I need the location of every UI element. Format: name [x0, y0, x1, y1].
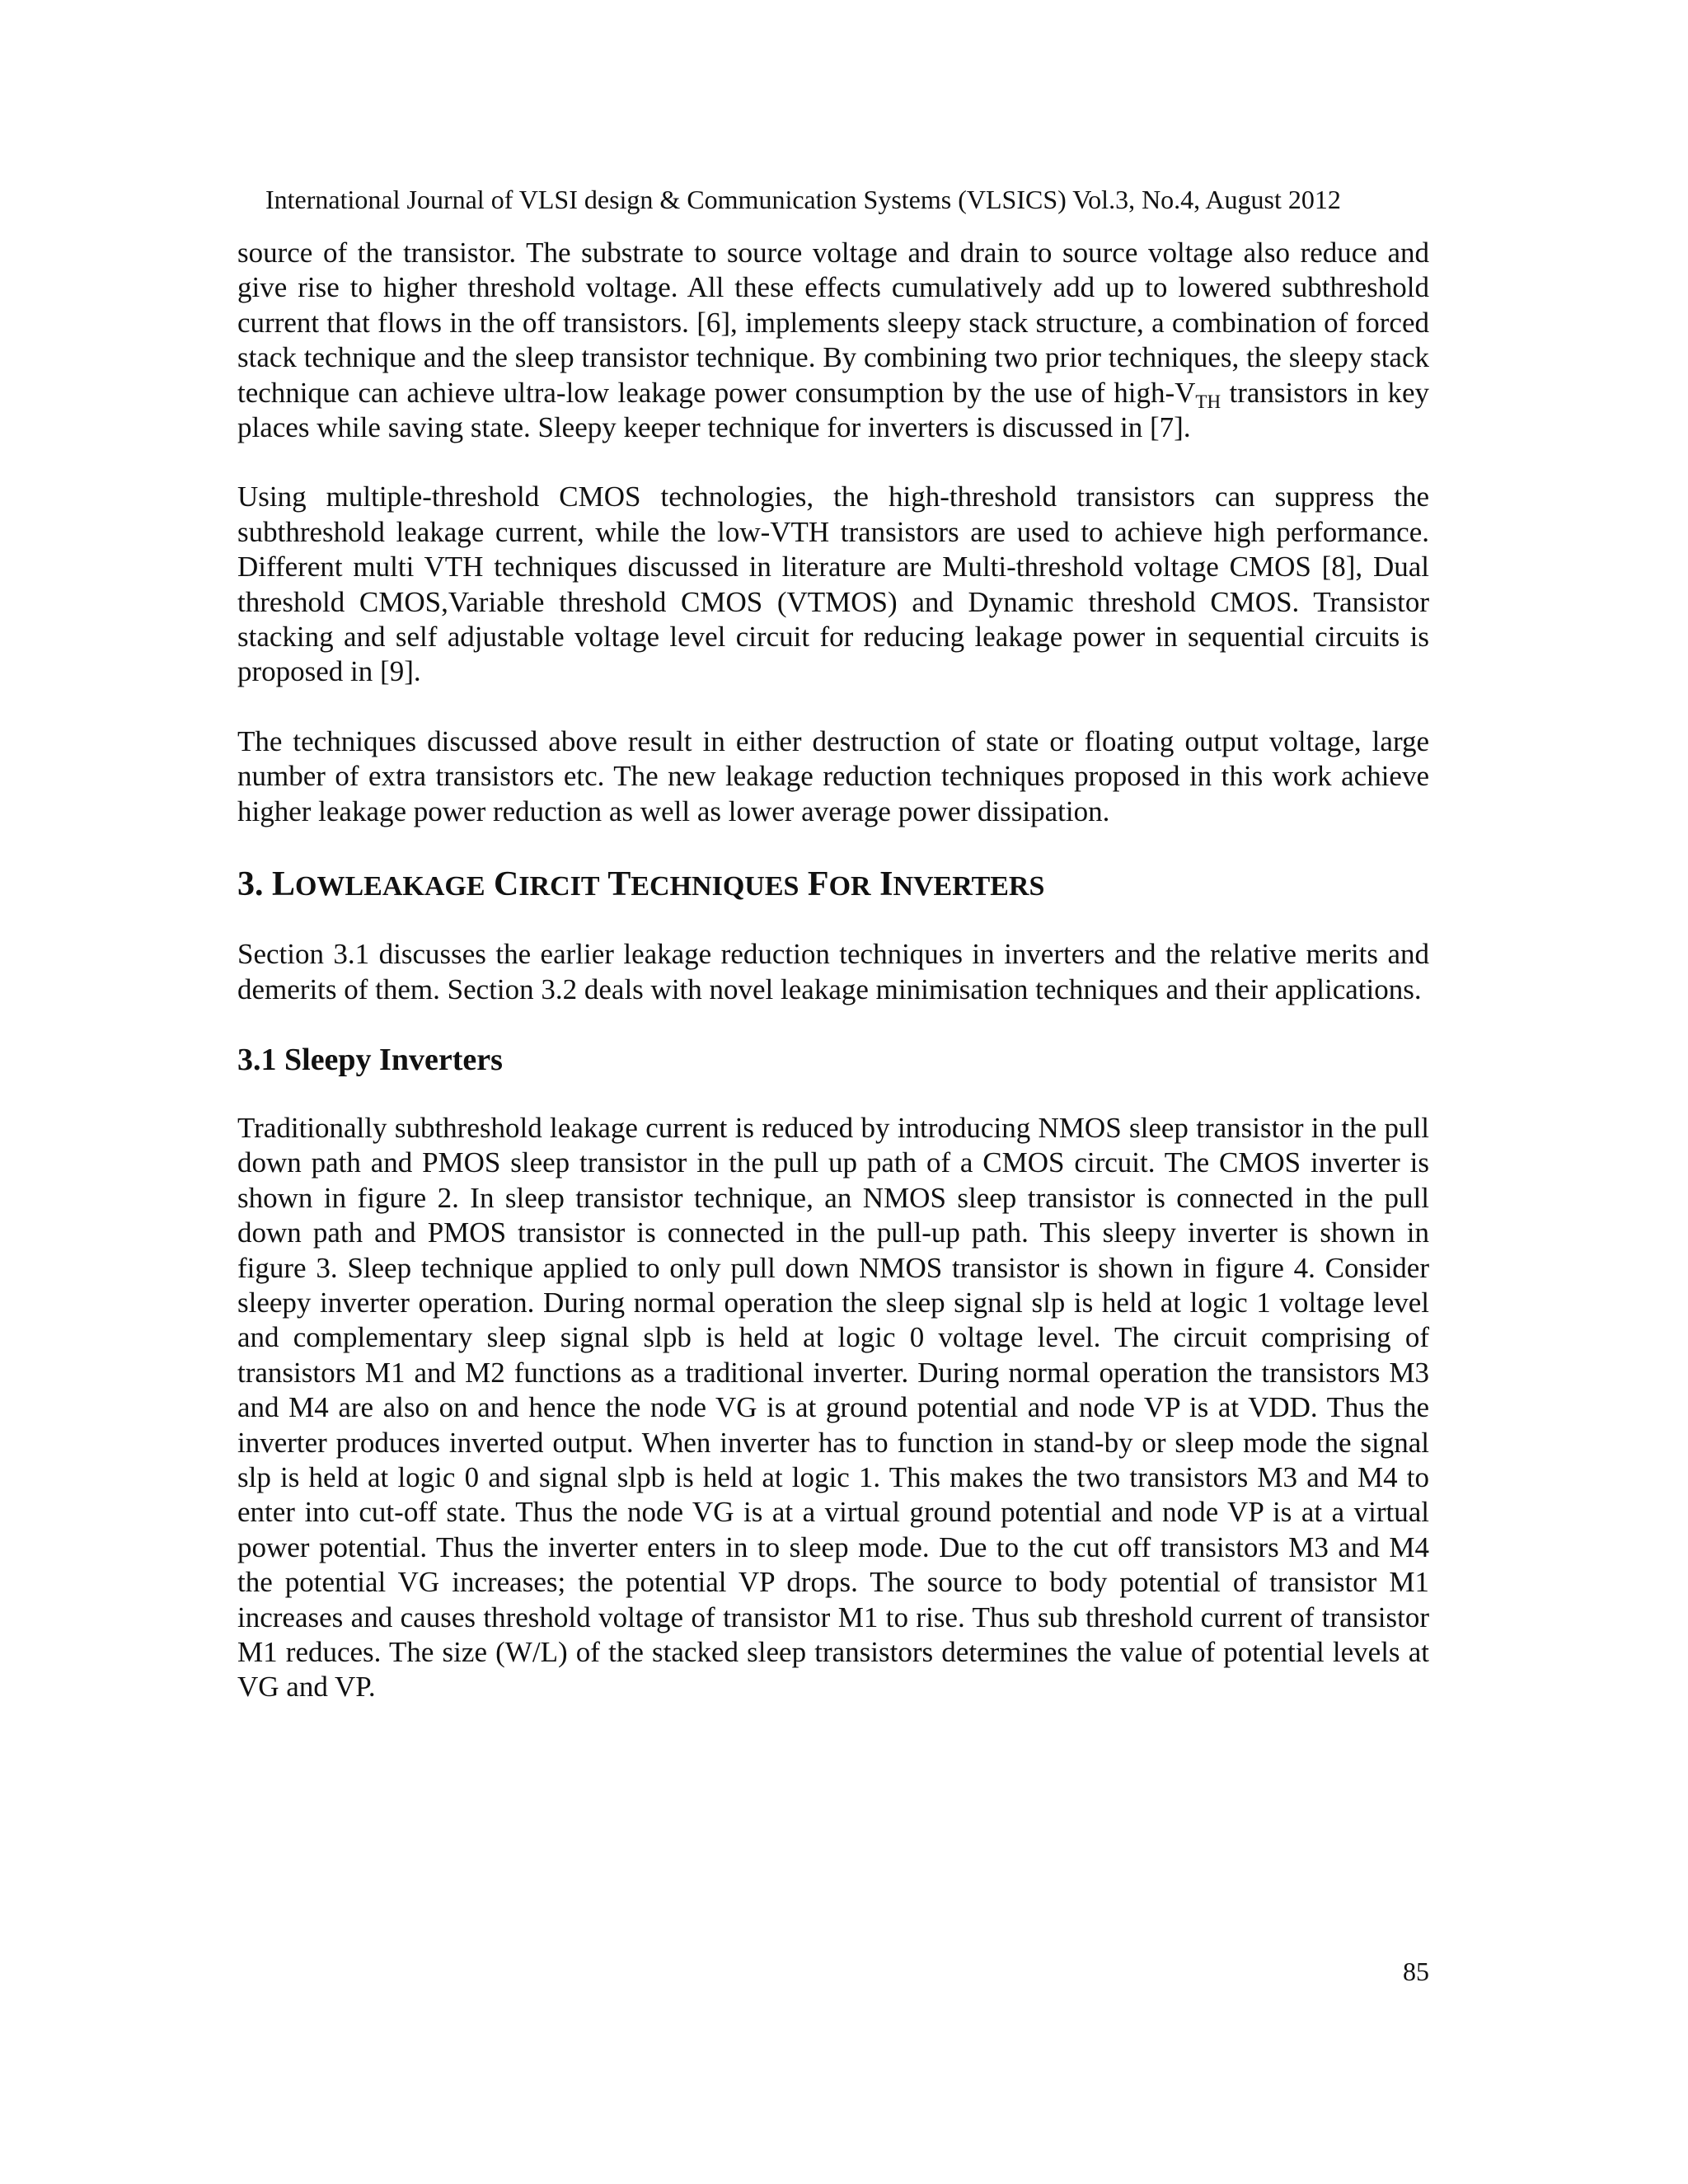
paragraph-text: source of the transistor. The substrate to source voltage and drain to source voltage also reduce and give rise to higher threshold voltage. All these effects cumulatively add up to lowered subthreshold current that flows in the off transistors. [6], implements sleepy stack structure, a combination of forced stack technique and the sleep transistor technique. By combining two prior techniques, the sleepy stack technique can achieve ultra-low leakage power consumption by the use of high-V — [237, 237, 1429, 409]
paragraph-sleepy-stack — [237, 236, 1429, 445]
paragraph-text-continued: transistors in key places while saving state. Sleepy keeper technique for inverters is discussed in [7]. — [237, 376, 1429, 444]
subsection-heading: 3.1 Sleepy Inverters — [237, 1042, 503, 1077]
article-body — [237, 236, 1429, 1705]
subscript-th: TH — [1195, 391, 1221, 412]
paragraph-multi-threshold: Using multiple-threshold CMOS technologies, the high-threshold transistors can suppress the subthreshold leakage current, while the low-VTH transistors are used to achieve high performance. Different multi VTH techniques discussed in literature are Multi-threshold voltage CMOS [8], Dual threshold CMOS,Variable threshold CMOS (VTMOS) and Dynamic threshold CMOS. Transistor stacking and self adjustable voltage level circuit for reducing leakage power in sequential circuits is proposed in [9]. — [237, 480, 1429, 688]
paragraph-section-overview: Section 3.1 discusses the earlier leakage reduction techniques in inverters and the relative merits and demerits of them. Section 3.2 deals with novel leakage minimisation techniques and their applications. — [237, 938, 1429, 1005]
section-heading: 3. LOWLEAKAGE CIRCIT TECHNIQUES FOR INVERTERS — [237, 865, 1045, 904]
page-number: 85 — [1403, 1957, 1429, 1986]
paragraph-techniques-summary: The techniques discussed above result in either destruction of state or floating output voltage, large number of extra transistors etc. The new leakage reduction techniques proposed in this work achieve higher leakage power reduction as well as lower average power dissipation. — [237, 724, 1429, 827]
paragraph-sleepy-inverter: Traditionally subthreshold leakage current is reduced by introducing NMOS sleep transistor in the pull down path and PMOS sleep transistor in the pull up path of a CMOS circuit. The CMOS inverter is shown in figure 2. In sleep transistor technique, an NMOS sleep transistor is connected in the pull down path and PMOS transistor is connected in the pull-up path. This sleepy inverter is shown in figure 3. Sleep technique applied to only pull down NMOS transistor is shown in figure 4. Consider sleepy inverter operation. During normal operation the sleep signal slp is held at logic 1 voltage level and complementary sleep signal slpb is held at logic 0 voltage level. The circuit comprising of transistors M1 and M2 functions as a traditional inverter. During normal operation the transistors M3 and M4 are also on and hence the node VG is at ground potential and node VP is at VDD. Thus the inverter produces inverted output. When inverter has to function in stand-by or sleep mode the signal slp is held at logic 0 and signal slpb is held at logic 1. This makes the two transistors M3 and M4 to enter into cut-off state. Thus the node VG is at a virtual ground potential and node VP is at a virtual power potential. Thus the inverter enters in to sleep mode. Due to the cut off transistors M3 and M4 the potential VG increases; the potential VP drops. The source to body potential of transistor M1 increases and causes threshold voltage of transistor M1 to rise. Thus sub threshold current of transistor M1 reduces. The size (W/L) of the stacked sleep transistors determines the value of potential levels at VG and VP. — [237, 1111, 1429, 1704]
running-header: International Journal of VLSI design & Communication Systems (VLSICS) Vol.3, No.4, August 2012 — [265, 185, 1341, 214]
